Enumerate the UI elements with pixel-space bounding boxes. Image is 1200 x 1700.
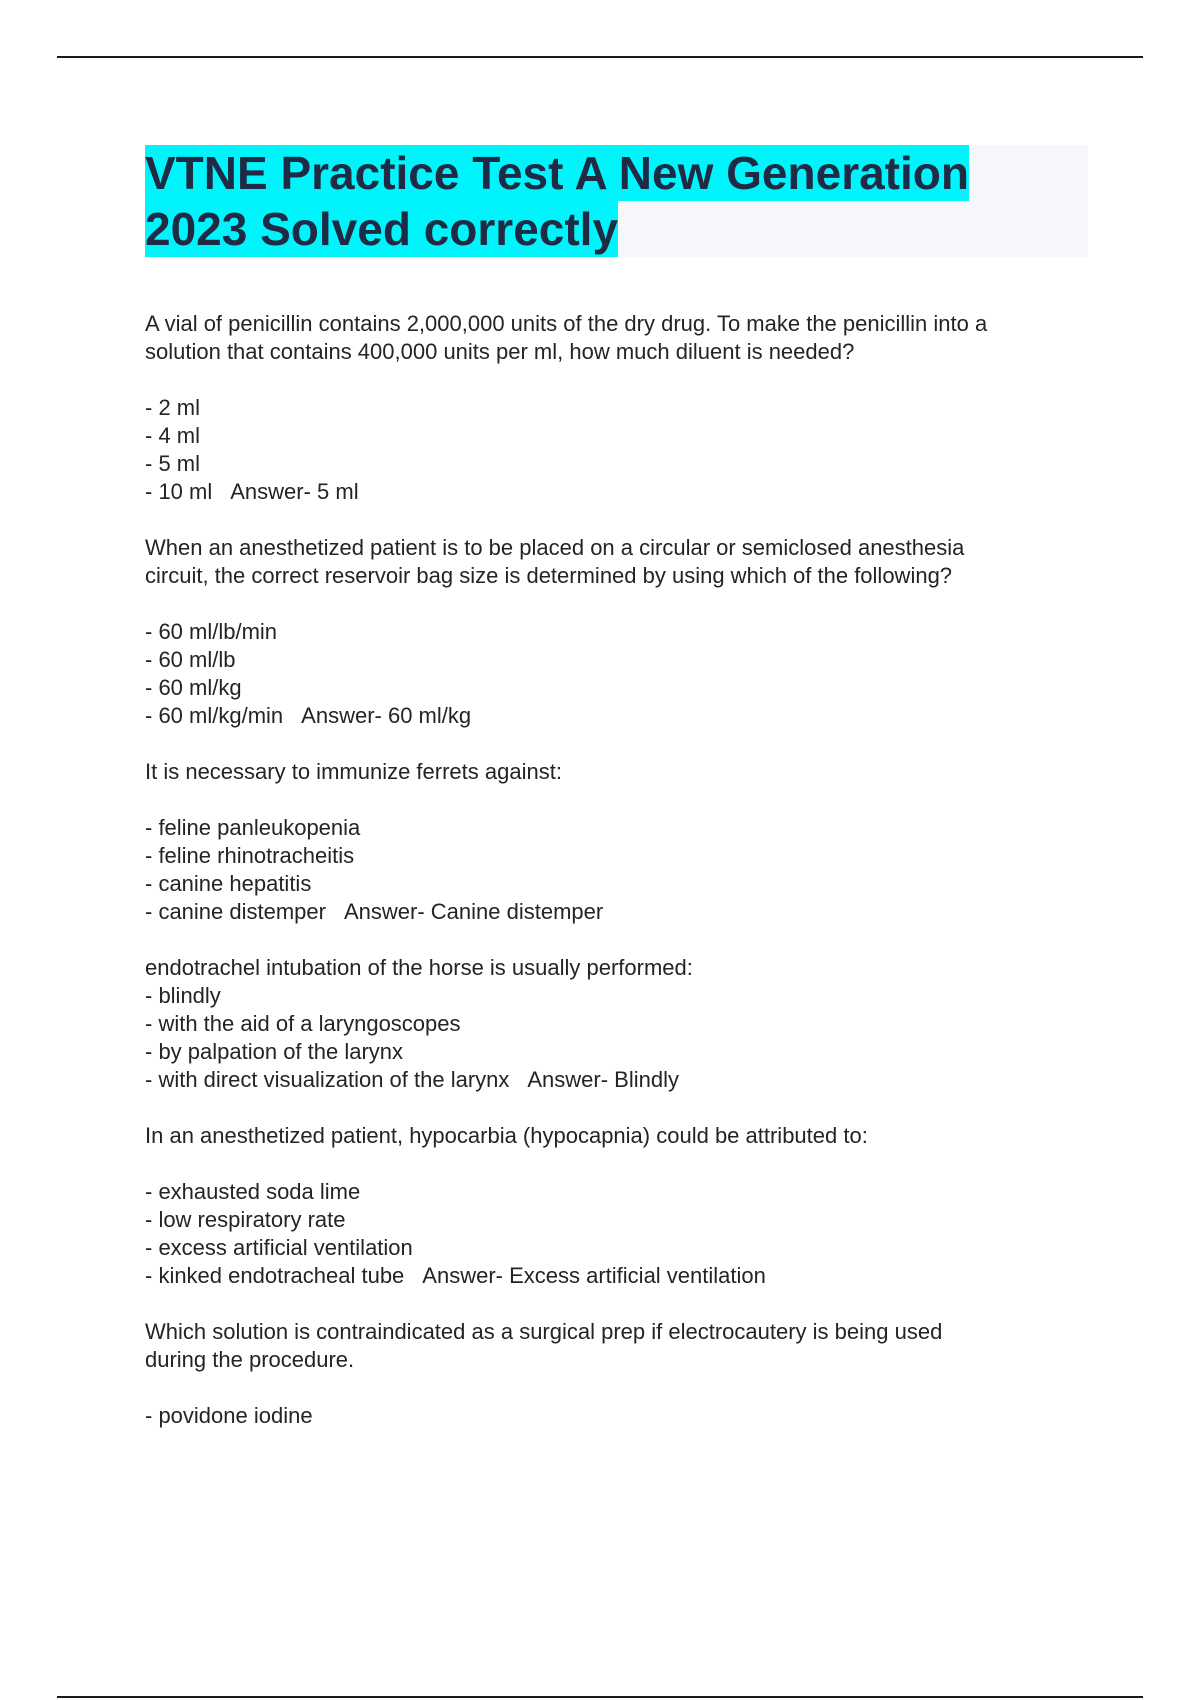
option-with-answer — [145, 1262, 1088, 1290]
option: - povidone iodine — [145, 1403, 313, 1428]
question-text: during the procedure. — [145, 1347, 355, 1372]
answer: Answer- 60 ml/kg — [301, 703, 472, 728]
option: - blindly — [145, 983, 221, 1008]
option-with-answer — [145, 898, 1088, 926]
question-text: Which solution is contraindicated as a surgical prep if electrocautery is being used — [145, 1319, 943, 1344]
option-with-answer — [145, 478, 1088, 506]
option: - with the aid of a laryngoscopes — [145, 1011, 461, 1036]
option: - exhausted soda lime — [145, 1179, 361, 1204]
question-text: solution that contains 400,000 units per ml, how much diluent is needed? — [145, 339, 855, 364]
option: - with direct visualization of the larynx — [145, 1067, 510, 1092]
option-with-answer — [145, 1066, 1088, 1094]
option-with-answer — [145, 702, 1088, 730]
question-block — [145, 1318, 1088, 1430]
bottom-rule — [57, 1696, 1143, 1698]
question-text: endotrachel intubation of the horse is usually performed: — [145, 955, 693, 980]
answer: Answer- Excess artificial ventilation — [422, 1263, 766, 1288]
question-text: In an anesthetized patient, hypocarbia (hypocapnia) could be attributed to: — [145, 1123, 868, 1148]
option: - canine distemper — [145, 899, 326, 924]
option: - kinked endotracheal tube — [145, 1263, 405, 1288]
option: - canine hepatitis — [145, 871, 312, 896]
answer: Answer- Blindly — [527, 1067, 679, 1092]
option: - 60 ml/kg — [145, 675, 242, 700]
question-text: circuit, the correct reservoir bag size is determined by using which of the following? — [145, 563, 953, 588]
question-block — [145, 1122, 1088, 1290]
answer: Answer- Canine distemper — [343, 899, 604, 924]
questions-content — [145, 310, 1088, 1430]
question-block — [145, 758, 1088, 926]
option: - feline panleukopenia — [145, 815, 361, 840]
question-text: It is necessary to immunize ferrets against: — [145, 759, 562, 784]
option: - feline rhinotracheitis — [145, 843, 355, 868]
title-line-1: VTNE Practice Test A New Generation — [145, 147, 969, 199]
option: - 60 ml/kg/min — [145, 703, 284, 728]
top-rule — [57, 56, 1143, 58]
option: - 10 ml — [145, 479, 213, 504]
option: - 5 ml — [145, 451, 200, 476]
option: - by palpation of the larynx — [145, 1039, 404, 1064]
option: - low respiratory rate — [145, 1207, 346, 1232]
option: - 2 ml — [145, 395, 200, 420]
question-text: When an anesthetized patient is to be placed on a circular or semiclosed anesthesia — [145, 535, 965, 560]
title-line-2: 2023 Solved correctly — [145, 203, 619, 255]
question-block — [145, 954, 1088, 1094]
question-text: A vial of penicillin contains 2,000,000 units of the dry drug. To make the penicillin into a — [145, 311, 988, 336]
option: - 60 ml/lb — [145, 647, 236, 672]
title-block — [145, 145, 1088, 257]
option: - 4 ml — [145, 423, 200, 448]
question-block — [145, 534, 1088, 730]
option: - excess artificial ventilation — [145, 1235, 413, 1260]
answer: Answer- 5 ml — [230, 479, 359, 504]
question-block — [145, 310, 1088, 506]
option: - 60 ml/lb/min — [145, 619, 278, 644]
document-title — [145, 145, 1088, 257]
